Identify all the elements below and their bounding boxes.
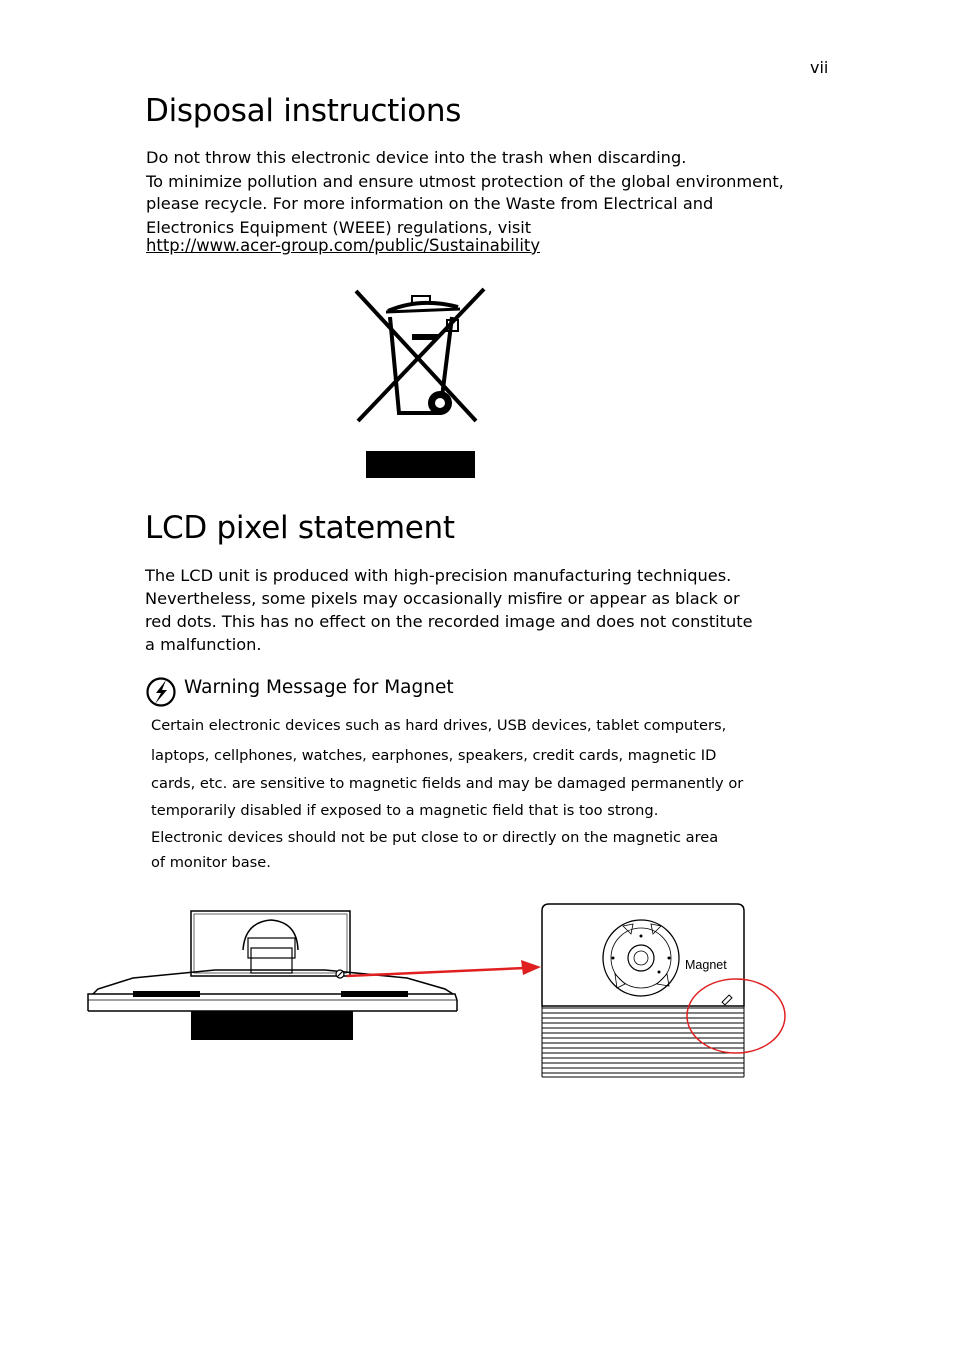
disposal-line-1: Do not throw this electronic device into the trash when discarding. bbox=[146, 148, 687, 167]
lightning-warning-icon bbox=[145, 676, 177, 712]
magnet-line-6: of monitor base. bbox=[151, 854, 271, 871]
disposal-line-2: To minimize pollution and ensure utmost protection of the global environment, bbox=[146, 172, 784, 191]
lcd-line-3: red dots. This has no effect on the recorded image and does not constitute bbox=[145, 612, 753, 631]
lcd-line-4: a malfunction. bbox=[145, 635, 262, 654]
magnet-line-1: Certain electronic devices such as hard drives, USB devices, tablet computers, bbox=[151, 717, 727, 734]
weee-bin-icon bbox=[350, 285, 490, 489]
magnet-location-diagram bbox=[85, 900, 805, 1094]
magnet-label: Magnet bbox=[685, 958, 727, 972]
disposal-line-4: Electronics Equipment (WEEE) regulations, visit bbox=[146, 218, 532, 237]
magnet-line-3: cards, etc. are sensitive to magnetic fields and may be damaged permanently or bbox=[151, 775, 744, 792]
monitor-top-view bbox=[88, 911, 457, 1040]
disposal-line-3: please recycle. For more information on the Waste from Electrical and bbox=[146, 194, 714, 213]
monitor-base-view bbox=[542, 904, 744, 1077]
magnet-line-4: temporarily disabled if exposed to a magnetic field that is too strong. bbox=[151, 802, 659, 819]
magnet-warning-heading: Warning Message for Magnet bbox=[184, 677, 454, 698]
magnet-highlight-circle bbox=[687, 979, 785, 1053]
sustainability-link[interactable]: http://www.acer-group.com/public/Sustainability bbox=[146, 236, 541, 255]
base-grille bbox=[542, 1006, 744, 1077]
lcd-title: LCD pixel statement bbox=[145, 510, 455, 546]
lcd-line-2: Nevertheless, some pixels may occasionally misfire or appear as black or bbox=[145, 589, 740, 608]
magnet-line-2: laptops, cellphones, watches, earphones, speakers, credit cards, magnetic ID bbox=[151, 747, 717, 764]
lcd-line-1: The LCD unit is produced with high-precision manufacturing techniques. bbox=[145, 566, 732, 585]
disposal-title: Disposal instructions bbox=[145, 93, 462, 129]
magnet-line-5: Electronic devices should not be put close to or directly on the magnetic area bbox=[151, 829, 719, 846]
page-number: vii bbox=[810, 58, 829, 77]
